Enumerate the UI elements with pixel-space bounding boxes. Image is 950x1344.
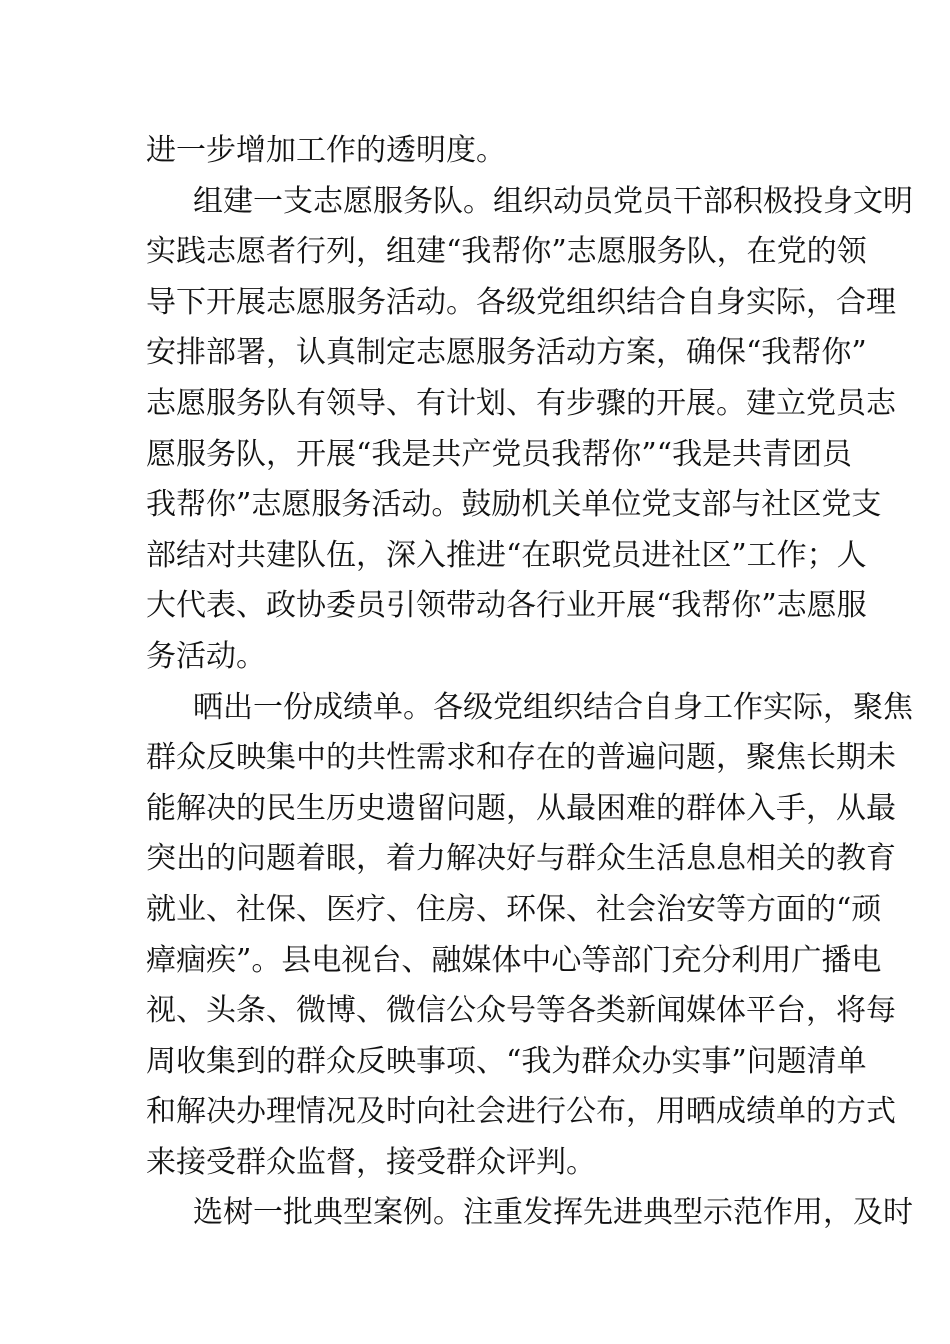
paragraph-first-line: 选树一批典型案例。注重发挥先进典型示范作用，及时 [193, 1195, 913, 1231]
body-text [146, 126, 913, 1239]
text-line: 突出的问题着眼，着力解决好与群众生活息息相关的教育 [146, 841, 896, 877]
text-line: 周收集到的群众反映事项、“我为群众办实事”问题清单 [146, 1043, 867, 1079]
text-line: 视、头条、微博、微信公众号等各类新闻媒体平台，将每 [146, 993, 896, 1029]
text-line: 群众反映集中的共性需求和存在的普遍问题，聚焦长期未 [146, 740, 896, 776]
text-line: 能解决的民生历史遗留问题，从最困难的群体入手，从最 [146, 790, 896, 826]
text-line: 导下开展志愿服务活动。各级党组织结合自身实际，合理 [146, 284, 896, 320]
text-line: 安排部署，认真制定志愿服务活动方案，确保“我帮你” [146, 335, 867, 371]
text-line: 就业、社保、医疗、住房、环保、社会治安等方面的“顽 [146, 891, 882, 927]
text-line: 我帮你”志愿服务活动。鼓励机关单位党支部与社区党支 [146, 487, 882, 523]
text-line: 和解决办理情况及时向社会进行公布，用晒成绩单的方式 [146, 1094, 896, 1130]
text-line: 来接受群众监督，接受群众评判。 [146, 1144, 596, 1180]
text-line: 实践志愿者行列，组建“我帮你”志愿服务队，在党的领 [146, 234, 867, 270]
text-line: 瘴痼疾”。县电视台、融媒体中心等部门充分利用广播电 [146, 942, 882, 978]
text-line: 志愿服务队有领导、有计划、有步骤的开展。建立党员志 [146, 385, 896, 421]
text-line: 进一步增加工作的透明度。 [146, 133, 506, 168]
text-line: 务活动。 [146, 638, 266, 674]
text-line: 愿服务队，开展“我是共产党员我帮你”“我是共青团员 [146, 436, 853, 472]
paragraph-first-line: 晒出一份成绩单。各级党组织结合自身工作实际，聚焦 [193, 689, 913, 725]
text-line: 部结对共建队伍，深入推进“在职党员进社区”工作；人 [146, 537, 867, 573]
paragraph-first-line: 组建一支志愿服务队。组织动员党员干部积极投身文明 [193, 183, 913, 219]
text-line: 大代表、政协委员引领带动各行业开展“我帮你”志愿服 [146, 588, 867, 624]
